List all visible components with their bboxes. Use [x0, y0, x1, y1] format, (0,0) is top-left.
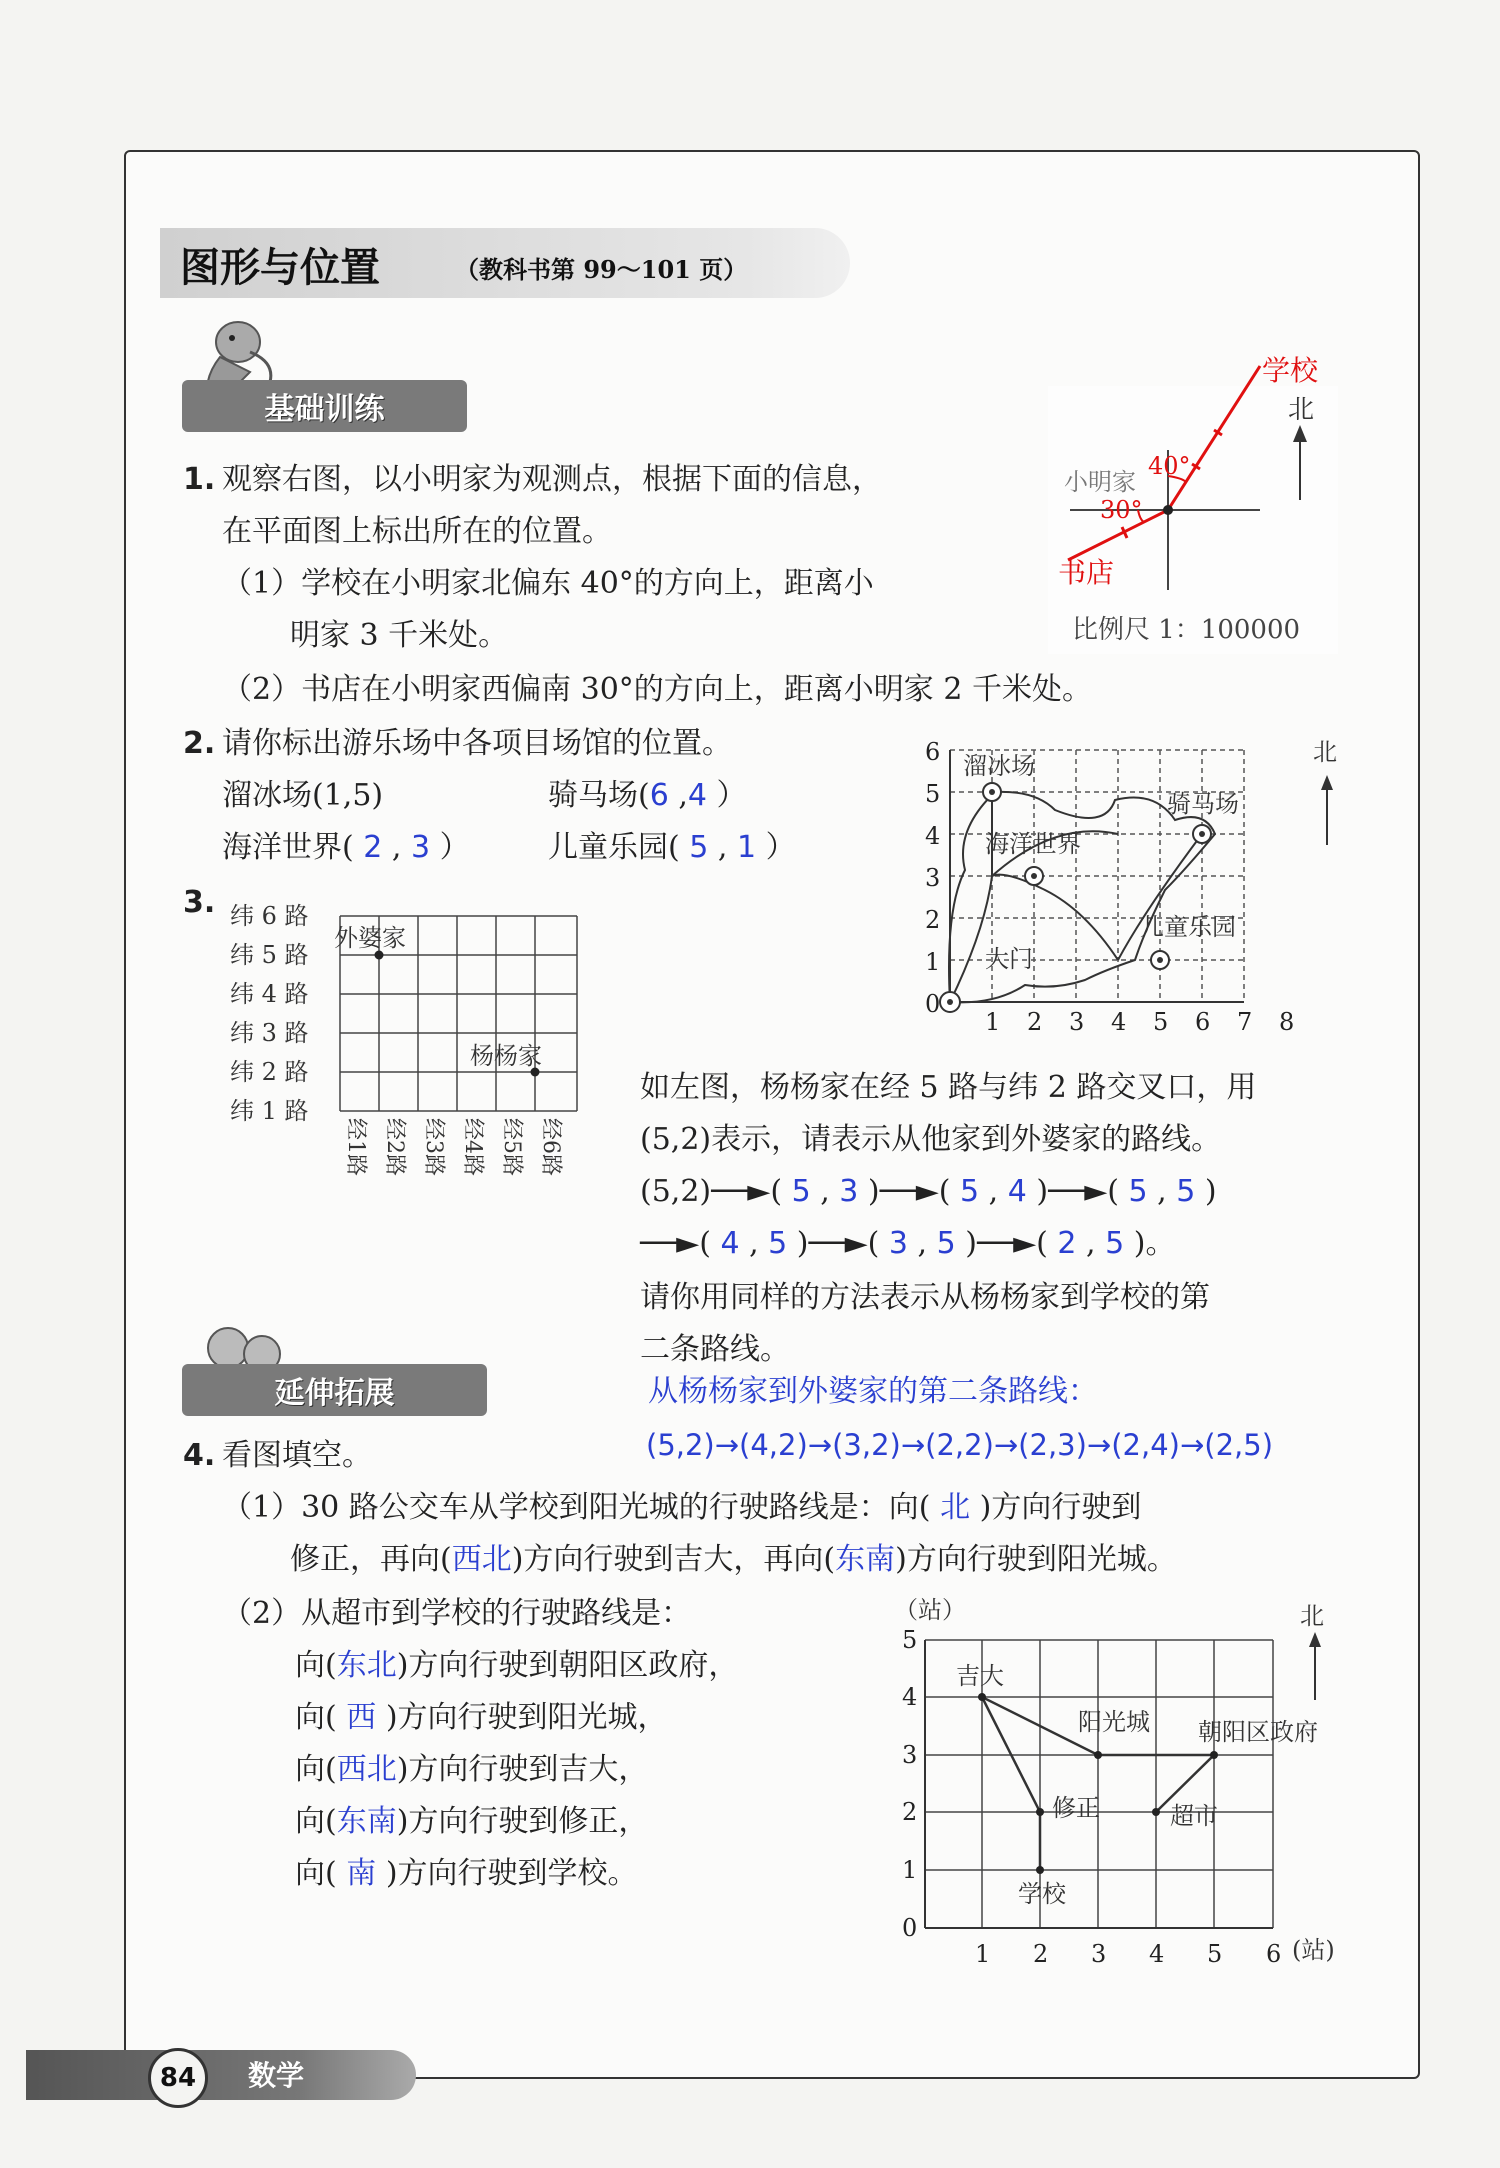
x-tick: 3: [1091, 1940, 1107, 1968]
q3-ask1: 请你用同样的方法表示从杨杨家到学校的第: [640, 1280, 1210, 1315]
q1-line1: 观察右图，以小明家为观测点，根据下面的信息，: [222, 462, 882, 497]
scale-label: 比例尺 1：100000: [1072, 615, 1301, 645]
q3-answer-title: 从杨杨家到外婆家的第二条路线：: [648, 1374, 1098, 1409]
q3-ask2: 二条路线。: [640, 1332, 790, 1367]
ocean-world-label: 海洋世界: [985, 830, 1081, 858]
q4-part2-intro: （2）从超市到学校的行驶路线是：: [222, 1596, 692, 1631]
y-tick: 5: [902, 1626, 918, 1654]
y-tick: 5: [925, 780, 941, 808]
x-tick: 5: [1207, 1940, 1223, 1968]
y-tick: 2: [925, 906, 941, 934]
x-tick: 5: [1153, 1008, 1169, 1036]
q3-route-line1: (5,2)──►( 5 , 3 )──►( 5 , 4 )──►( 5 , 5 ): [640, 1174, 1217, 1209]
yangyang-home-label: 杨杨家: [470, 1042, 542, 1070]
q1-line2: 在平面图上标出所在的位置。: [222, 514, 612, 549]
q3-street-grid: [222, 900, 602, 1200]
x-tick: 6: [1195, 1008, 1211, 1036]
y-tick: 0: [925, 990, 941, 1018]
y-tick: 3: [902, 1741, 918, 1769]
x-tick: 7: [1237, 1008, 1253, 1036]
row-label: 纬 1 路: [230, 1097, 309, 1125]
col-label: 经1路: [343, 1118, 368, 1176]
horse-field-label: 骑马场: [1167, 790, 1239, 818]
footer-bar: [26, 2050, 416, 2100]
page-subtitle: （教科书第 99～101 页）: [455, 255, 748, 284]
q4-intro: 看图填空。: [222, 1438, 372, 1473]
x-tick: 2: [1027, 1008, 1043, 1036]
col-label: 经2路: [382, 1118, 407, 1176]
chaoshi-label: 超市: [1170, 1802, 1218, 1830]
map-north-label: 北: [1300, 1602, 1324, 1630]
x-tick: 4: [1149, 1940, 1165, 1968]
y-tick: 2: [902, 1798, 918, 1826]
footer-subject: 数学: [248, 2059, 305, 2092]
x-unit-label: (站): [1292, 1936, 1335, 1964]
q2-children-park: 儿童乐园( 5 , 1 ）: [548, 830, 796, 865]
q4-step-1: 向(东北)方向行驶到朝阳区政府，: [295, 1648, 739, 1683]
q4-step-5: 向( 南 )方向行驶到学校。: [295, 1856, 638, 1891]
q3-route-line2: ──►( 4 , 5 )──►( 3 , 5 )──►( 2 , 5 )。: [640, 1226, 1176, 1261]
col-label: 经6路: [538, 1118, 563, 1176]
q2-intro: 请你标出游乐场中各项目场馆的位置。: [222, 726, 732, 761]
x-tick: 1: [985, 1008, 1001, 1036]
angle-40-label: 40°: [1148, 452, 1191, 480]
q2-horse-field: 骑马场(6 ,4 ）: [548, 778, 747, 813]
q4-bus-map: [880, 1590, 1360, 1970]
home-label: 小明家: [1064, 468, 1136, 496]
q2-park-map: [905, 730, 1345, 1040]
y-tick: 3: [925, 864, 941, 892]
row-label: 纬 4 路: [230, 980, 309, 1008]
yangguang-label: 阳光城: [1078, 1708, 1150, 1736]
angle-30-label: 30°: [1100, 496, 1143, 524]
q4-number: 4.: [183, 1438, 216, 1473]
ice-rink-label: 溜冰场: [963, 752, 1035, 780]
q1-part1-line1: （1）学校在小明家北偏东 40°的方向上，距离小: [222, 566, 874, 601]
jida-label: 吉大: [956, 1662, 1004, 1690]
gate-label: 大门: [985, 945, 1033, 973]
north-label: 北: [1288, 395, 1315, 425]
row-label: 纬 6 路: [230, 902, 309, 930]
school-label: 学校: [1262, 354, 1319, 387]
q3-answer-route: (5,2)→(4,2)→(3,2)→(2,2)→(2,3)→(2,4)→(2,5): [646, 1428, 1274, 1462]
y-tick: 6: [925, 738, 941, 766]
x-tick: 2: [1033, 1940, 1049, 1968]
section-basic-training: 基础训练: [182, 380, 467, 432]
school-label: 学校: [1018, 1880, 1066, 1908]
row-label: 纬 3 路: [230, 1019, 309, 1047]
q3-number: 3.: [183, 885, 216, 920]
x-tick: 3: [1069, 1008, 1085, 1036]
col-label: 经3路: [421, 1118, 446, 1176]
page-number: 84: [148, 2048, 208, 2108]
col-label: 经5路: [499, 1118, 524, 1176]
q2-ice-rink: 溜冰场(1,5): [222, 778, 384, 813]
bookstore-label: 书店: [1058, 556, 1115, 589]
q2-ocean-world: 海洋世界( 2 , 3 ）: [222, 830, 470, 865]
xiuzheng-label: 修正: [1052, 1794, 1100, 1822]
q4-part1-line1: （1）30 路公交车从学校到阳光城的行驶路线是：向( 北 )方向行驶到: [222, 1490, 1142, 1525]
y-tick: 4: [902, 1683, 918, 1711]
q4-step-2: 向( 西 )方向行驶到阳光城，: [295, 1700, 668, 1735]
x-tick: 4: [1111, 1008, 1127, 1036]
x-tick: 1: [975, 1940, 991, 1968]
y-unit-label: （站）: [894, 1596, 966, 1624]
y-tick: 1: [925, 948, 941, 976]
chaoyang-label: 朝阳区政府: [1198, 1718, 1318, 1746]
section-extension: 延伸拓展: [182, 1364, 487, 1416]
x-tick: 8: [1279, 1008, 1295, 1036]
y-tick: 0: [902, 1914, 918, 1942]
y-tick: 4: [925, 822, 941, 850]
q4-part1-line2: 修正，再向(西北)方向行驶到吉大，再向(东南)方向行驶到阳光城。: [290, 1542, 1177, 1577]
page-title: 图形与位置: [180, 245, 380, 291]
map-north-label: 北: [1313, 738, 1337, 766]
x-tick: 6: [1266, 1940, 1282, 1968]
row-label: 纬 5 路: [230, 941, 309, 969]
q1-part1-line2: 明家 3 千米处。: [290, 618, 509, 653]
q3-desc2: (5,2)表示，请表示从他家到外婆家的路线。: [640, 1122, 1222, 1157]
q4-step-4: 向(东南)方向行驶到修正，: [295, 1804, 649, 1839]
q4-step-3: 向(西北)方向行驶到吉大，: [295, 1752, 649, 1787]
q3-desc1: 如左图，杨杨家在经 5 路与纬 2 路交叉口，用: [640, 1070, 1257, 1105]
grandma-home-label: 外婆家: [334, 924, 406, 952]
children-park-label: 儿童乐园: [1140, 913, 1236, 941]
col-label: 经4路: [460, 1118, 485, 1176]
row-label: 纬 2 路: [230, 1058, 309, 1086]
q2-number: 2.: [183, 726, 216, 761]
q1-number: 1.: [183, 462, 216, 497]
q1-compass-figure: [1040, 350, 1350, 660]
y-tick: 1: [902, 1856, 918, 1884]
q1-part2: （2）书店在小明家西偏南 30°的方向上，距离小明家 2 千米处。: [222, 672, 1092, 707]
